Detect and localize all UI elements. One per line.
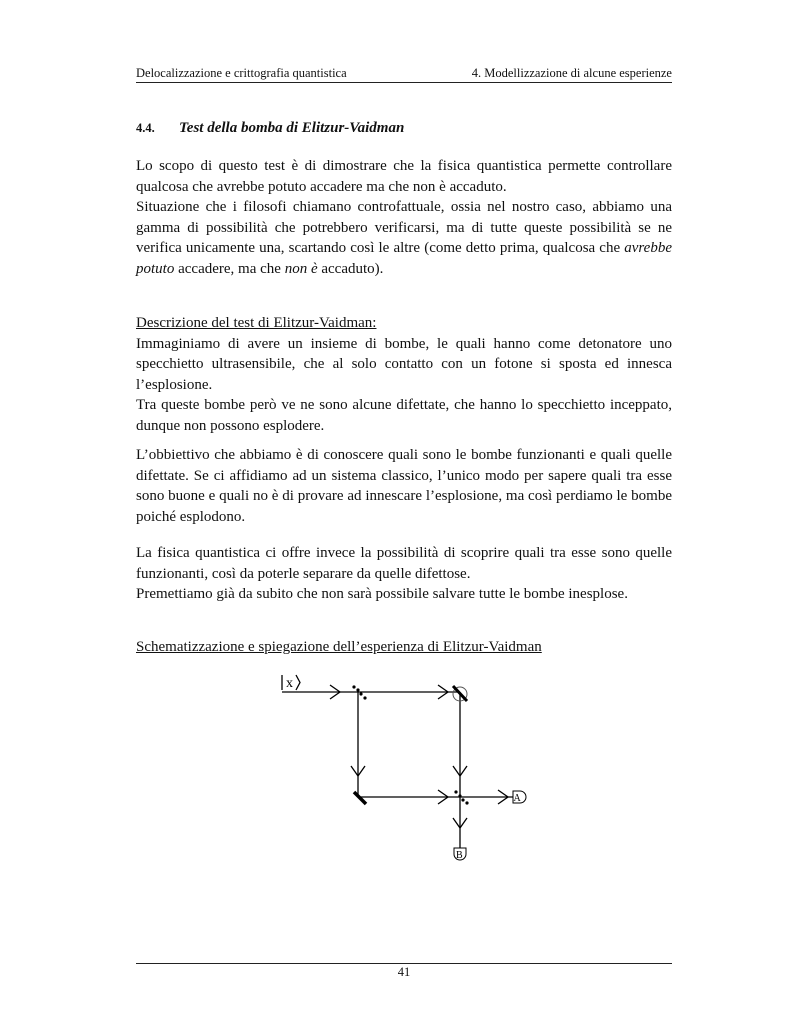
objective-paragraph: L’obbiettivo che abbiamo è di conoscere quali sono le bombe funzionanti e quali quelle difettate. Se ci affidiamo ad un sistema classico, l’unico modo per sapere quali tra esse sono buone e quali no è di provare ad innescare l’esplosione, ma così perdiamo le bombe poiché esplodono. — [136, 447, 672, 525]
input-state-label: x — [286, 676, 293, 691]
quantum-paragraph-1: La fisica quantistica ci offre invece la possibilità di scoprire quali tra esse sono quelle funzionanti, così da poterle separare da quelle difettose. — [136, 545, 672, 582]
section-number: 4.4. — [136, 121, 155, 135]
description-paragraph-1: Immaginiamo di avere un insieme di bombe, le quali hanno come detonatore uno specchietto ultrasensibile, che al solo contatto con un fotone si sposta ed innesca l’esplosione. — [136, 335, 672, 393]
page-number: 41 — [397, 965, 411, 979]
quantum-paragraph-2: Premettiamo già da subito che non sarà possibile salvare tutte le bombe inesplose. — [136, 586, 628, 602]
intro-paragraph-2: Situazione che i filosofi chiamano controfattuale, ossia nel nostro caso, abbiamo una gamma di possibilità che potrebbero verificarsi, ma di tutte queste possibilità se ne verifica unicamente una, scartando così le altre (come detto prima, qualcosa che avrebbe potuto accadere, ma che non è accaduto). — [136, 199, 672, 277]
description-heading: Descrizione del test di Elitzur-Vaidman: — [136, 315, 377, 331]
header-left-title: Delocalizzazione e crittografia quantistica — [136, 66, 347, 80]
objective-block — [136, 445, 672, 527]
description-paragraph-2: Tra queste bombe però ve ne sono alcune difettate, che hanno lo specchietto inceppato, dunque non possono esplodere. — [136, 397, 672, 434]
emphasis-non-e: non è — [284, 260, 318, 277]
quantum-block — [136, 543, 672, 605]
intro-block — [136, 156, 672, 279]
detector-b-label: B — [456, 850, 463, 861]
detector-a-label: A — [513, 793, 521, 804]
description-block — [136, 313, 672, 436]
page-footer — [136, 963, 672, 984]
running-header — [136, 64, 672, 83]
schema-heading: Schematizzazione e spiegazione dell’esperienza di Elitzur-Vaidman — [136, 639, 542, 655]
header-right-chapter: 4. Modellizzazione di alcune esperienze — [471, 66, 672, 80]
emphasis-avrebbe-potuto: avrebbe potuto — [136, 240, 672, 277]
intro-paragraph-1: Lo scopo di questo test è di dimostrare che la fisica quantistica permette controllare qualcosa che avrebbe potuto accadere ma che non è accaduto. — [136, 158, 672, 195]
mirror-bottom-left — [354, 792, 366, 804]
detector-b — [454, 848, 466, 861]
section-title: Test della bomba di Elitzur-Vaidman — [179, 120, 405, 136]
detector-a — [513, 791, 526, 804]
section-heading — [136, 120, 672, 137]
elitzur-vaidman-diagram — [270, 670, 540, 870]
schema-block — [136, 637, 672, 658]
